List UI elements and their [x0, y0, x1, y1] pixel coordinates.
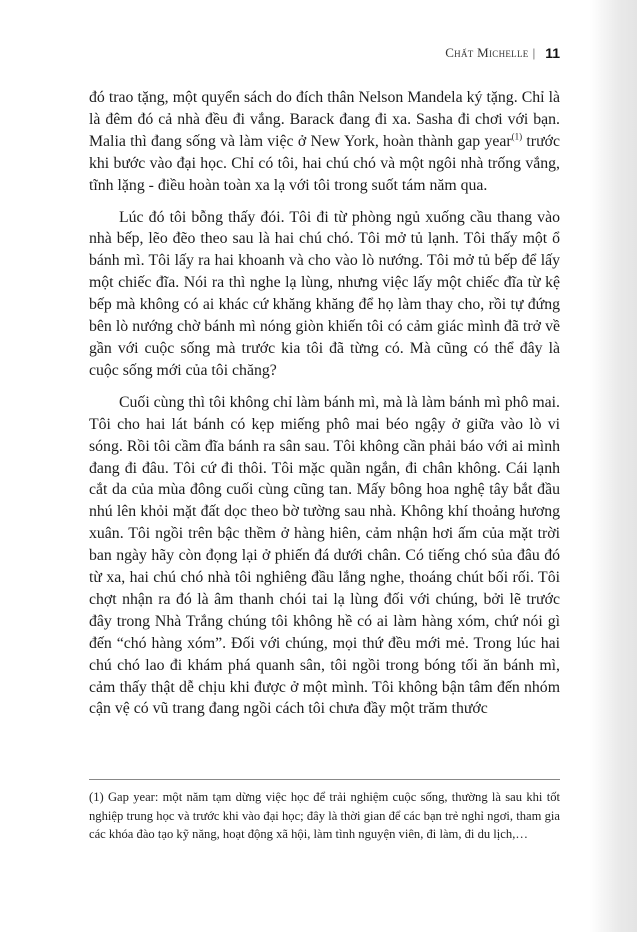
header-separator: |: [532, 45, 536, 60]
running-header: [445, 45, 560, 61]
running-title: Chất Michelle: [445, 45, 529, 60]
footnote-reference[interactable]: (1): [511, 131, 523, 142]
paragraph-text-cont: trước khi bước vào đại học. Chỉ có tôi, hai chú chó và một ngôi nhà trống vắng, tĩnh lặng - điều hoàn toàn xa lạ với tôi trong suốt tám năm qua.: [89, 132, 560, 194]
paragraph: Cuối cùng thì tôi không chỉ làm bánh mì, mà là làm bánh mì phô mai. Tôi cho hai lát bánh có kẹp miếng phô mai béo ngậy ở giữa vào lò vi sóng. Rồi tôi cầm đĩa bánh ra sân sau. Tôi không cần phải báo với ai mình đang đi đâu. Tôi cứ đi thôi. Tôi mặc quần ngắn, đi chân không. Cái lạnh cắt da của mùa đông cuối cùng cũng tan. Mấy bông hoa nghệ tây bắt đầu nhú lên khỏi mặt đất dọc theo bờ tường sau nhà. Không khí thoảng hương xuân. Tôi ngồi trên bậc thềm ở hàng hiên, cảm nhận hơi ấm của mặt trời ban ngày hãy còn đọng lại ở phiến đá dưới chân. Có tiếng chó sủa đâu đó từ xa, hai chú chó nhà tôi nghiêng đầu lắng nghe, thoáng chút bối rối. Tôi chợt nhận ra đó là âm thanh chói tai lạ lùng đối với chúng, bởi lẽ trước đây trong Nhà Trắng chúng tôi không hề có ai làm hàng xóm, chứ nói gì đến “chó hàng xóm”. Đối với chúng, mọi thứ đều mới mẻ. Trong lúc hai chú chó lao đi khám phá quanh sân, tôi ngồi trong bóng tối ăn bánh mì, cảm thấy thật dễ chịu khi được ở một mình. Tôi không bận tâm đến nhóm cận vệ có vũ trang đang ngồi cách tôi chưa đầy một trăm thước: [89, 393, 560, 718]
paragraph-continued: [89, 87, 560, 197]
body-text: [89, 87, 560, 730]
footnote: (1) Gap year: một năm tạm dừng việc học để trải nghiệm cuộc sống, thường là sau khi tốt nghiệp trung học và trước khi vào đại học; đây là thời gian để các bạn trẻ nghỉ ngơi, tham gia các khóa đào tạo kỹ năng, hoạt động xã hội, làm tình nguyện viên, đi làm, đi du lịch,…: [89, 790, 560, 842]
footnote-divider: [89, 779, 560, 780]
paragraph: Lúc đó tôi bỗng thấy đói. Tôi đi từ phòng ngủ xuống cầu thang vào nhà bếp, lẽo đẽo theo sau là hai chú chó. Tôi mở tủ lạnh. Tôi thấy một ổ bánh mì. Tôi lấy ra hai khoanh và cho vào lò nướng. Tôi mở tủ bếp để lấy một chiếc đĩa. Nói ra thì nghe lạ lùng, nhưng việc lấy một chiếc đĩa từ kệ bếp mà không có ai khác cứ khăng khăng để họ làm thay cho, rồi tự đứng bên lò nướng chờ bánh mì nóng giòn khiến tôi có cảm giác mình đã trở về gần với cuộc sống mà trước kia tôi đã từng có. Mà cũng có thể đây là cuộc sống mới của tôi chăng?: [89, 208, 560, 379]
paragraph-text: đó trao tặng, một quyển sách do đích thân Nelson Mandela ký tặng. Chỉ là là đêm đó cả nhà đều đi vắng. Barack đang đi xa. Sasha đi chơi với bạn. Malia thì đang sống và làm việc ở New York, hoàn thành gap year: [89, 89, 560, 150]
page-number: 11: [545, 45, 560, 61]
